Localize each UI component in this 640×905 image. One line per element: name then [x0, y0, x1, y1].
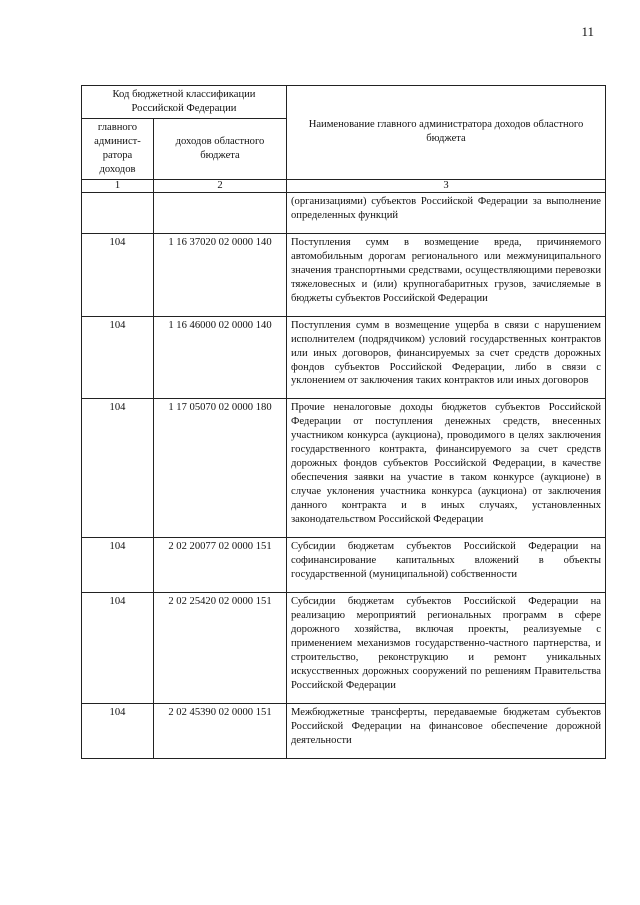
row-budget-code: 2 02 45390 02 0000 151: [154, 703, 287, 758]
table-row: [82, 593, 606, 704]
row-budget-code: 2 02 20077 02 0000 151: [154, 538, 287, 593]
row-name: Субсидии бюджетам субъектов Российской Федерации на софинансирование капитальных вложений в объекты государственной (муниципальной) собственности: [287, 538, 606, 593]
row-name: Поступления сумм в возмещение вреда, причиняемого автомобильным дорогам регионального или межмуниципального значения транспортными средствами, осуществляющими перевозки тяжеловесных и (или) крупногабаритных грузов, зачисляемые в бюджеты субъектов Российской Федерации: [287, 233, 606, 316]
row-name: Субсидии бюджетам субъектов Российской Федерации на реализацию мероприятий региональных программ в сфере дорожного хозяйства, включая проекты, реализуемые с применением механизмов государственно-частного партнерства, и строительство, реконструкцию и ремонт уникальных искусственных дорожных сооружений по решениям Правительства Российской Федерации: [287, 593, 606, 704]
table-row: [82, 399, 606, 538]
row-admin-code: 104: [82, 703, 154, 758]
table-row: [82, 192, 606, 233]
header-admin-column: главного админист-ратора доходов: [82, 118, 154, 179]
row-admin-code: 104: [82, 316, 154, 399]
row-budget-code: 2 02 25420 02 0000 151: [154, 593, 287, 704]
table-row: [82, 703, 606, 758]
table-row: [82, 316, 606, 399]
header-number-1: 1: [82, 179, 154, 192]
row-admin-code: 104: [82, 399, 154, 538]
row-name: Поступления сумм в возмещение ущерба в связи с нарушением исполнителем (подрядчиком) условий государственных контрактов или иных договоров, финансируемых за счет средств дорожных фондов субъектов Российской Федерации, либо в связи с уклонением от заключения таких контрактов или иных договоров: [287, 316, 606, 399]
row-admin-code: 104: [82, 593, 154, 704]
table-header: [82, 86, 606, 193]
table-body: [82, 192, 606, 758]
header-group-title: Код бюджетной классификации Российской Федерации: [82, 86, 287, 119]
row-budget-code: 1 17 05070 02 0000 180: [154, 399, 287, 538]
row-budget-code: [154, 192, 287, 233]
header-name-column: Наименование главного администратора доходов областного бюджета: [287, 86, 606, 180]
row-budget-code: 1 16 46000 02 0000 140: [154, 316, 287, 399]
row-name: (организациями) субъектов Российской Федерации за выполнение определенных функций: [287, 192, 606, 233]
row-budget-code: 1 16 37020 02 0000 140: [154, 233, 287, 316]
row-admin-code: 104: [82, 233, 154, 316]
budget-classification-table: [81, 85, 606, 759]
header-code-column: доходов областного бюджета: [154, 118, 287, 179]
row-admin-code: 104: [82, 538, 154, 593]
row-admin-code: [82, 192, 154, 233]
header-number-2: 2: [154, 179, 287, 192]
row-name: Прочие неналоговые доходы бюджетов субъектов Российской Федерации от поступления денежных средств, внесенных участником конкурса (аукциона), проводимого в целях заключения государственного контракта, финансируемого за счет средств дорожных фондов субъектов Российской Федерации, в качестве обеспечения заявки на участие в таком конкурсе (аукционе) в случае уклонения участника конкурса (аукциона) от заключения данного контракта и в иных случаях, установленных законодательством Российской Федерации: [287, 399, 606, 538]
header-number-3: 3: [287, 179, 606, 192]
row-name: Межбюджетные трансферты, передаваемые бюджетам субъектов Российской Федерации на финансовое обеспечение дорожной деятельности: [287, 703, 606, 758]
table-row: [82, 538, 606, 593]
page-number: 11: [581, 24, 594, 39]
table-row: [82, 233, 606, 316]
